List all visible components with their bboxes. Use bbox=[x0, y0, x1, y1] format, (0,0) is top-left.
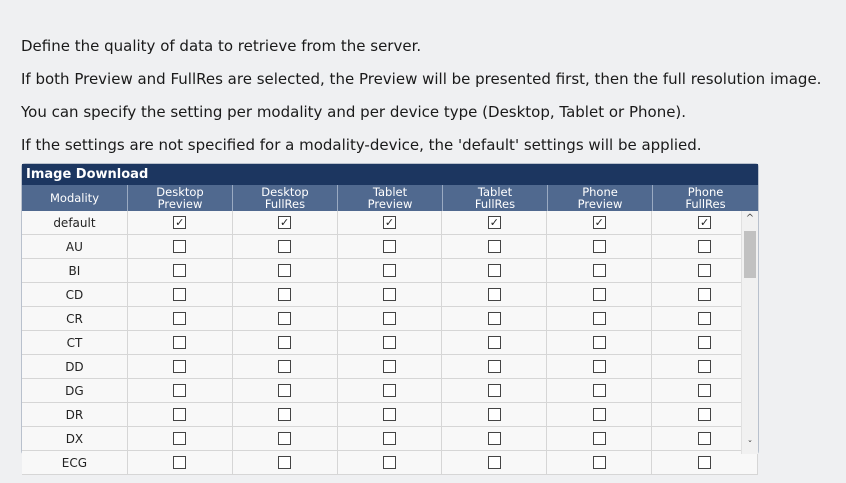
checkbox-cell bbox=[442, 235, 547, 258]
table-row bbox=[22, 355, 758, 379]
checkbox-phone-preview[interactable] bbox=[593, 312, 606, 325]
checkbox-desktop-preview[interactable] bbox=[173, 336, 186, 349]
checkbox-phone-fullres[interactable] bbox=[698, 432, 711, 445]
checkbox-cell bbox=[652, 451, 758, 474]
checkbox-desktop-fullres[interactable] bbox=[278, 264, 291, 277]
column-header-tablet-fullres bbox=[443, 185, 548, 211]
checkbox-tablet-preview[interactable] bbox=[383, 288, 396, 301]
checkbox-tablet-fullres[interactable] bbox=[488, 360, 501, 373]
table-row bbox=[22, 403, 758, 427]
checkbox-tablet-preview[interactable] bbox=[383, 240, 396, 253]
checkbox-tablet-fullres[interactable]: ✓ bbox=[489, 216, 499, 229]
checkbox-cell bbox=[338, 451, 443, 474]
modality-cell: DG bbox=[22, 379, 128, 402]
checkbox-cell bbox=[233, 259, 338, 282]
checkbox-tablet-fullres[interactable] bbox=[488, 264, 501, 277]
checkbox-phone-fullres[interactable]: ✓ bbox=[699, 216, 710, 229]
column-header-sublabel: Preview bbox=[577, 197, 623, 211]
checkbox-phone-preview[interactable] bbox=[593, 336, 606, 349]
column-header-label: Desktop bbox=[156, 185, 204, 199]
checkbox-desktop-fullres[interactable] bbox=[278, 360, 291, 373]
checkbox-phone-preview[interactable] bbox=[593, 408, 606, 421]
checkbox-cell bbox=[442, 379, 547, 402]
table-row bbox=[22, 427, 758, 451]
checkbox-tablet-fullres[interactable] bbox=[488, 312, 501, 325]
column-header-sublabel: FullRes bbox=[685, 197, 726, 211]
checkbox-tablet-preview[interactable] bbox=[383, 408, 396, 421]
checkbox-phone-fullres[interactable] bbox=[698, 384, 711, 397]
chevron-down-icon[interactable]: ˇ bbox=[747, 440, 753, 451]
checkbox-phone-fullres[interactable] bbox=[698, 336, 711, 349]
checkbox-cell bbox=[547, 427, 652, 450]
checkbox-cell bbox=[442, 427, 547, 450]
checkbox-cell bbox=[442, 331, 547, 354]
image-download-panel bbox=[21, 163, 759, 470]
checkbox-cell bbox=[547, 451, 652, 474]
checkbox-cell bbox=[128, 259, 233, 282]
checkbox-tablet-fullres[interactable] bbox=[488, 432, 501, 445]
checkbox-cell bbox=[442, 307, 547, 330]
checkbox-tablet-fullres[interactable] bbox=[488, 288, 501, 301]
modality-cell: DX bbox=[22, 427, 128, 450]
column-header-label: Tablet bbox=[372, 185, 408, 199]
checkbox-cell bbox=[338, 331, 443, 354]
intro-line: Define the quality of data to retrieve from the server. bbox=[21, 37, 422, 55]
checkbox-phone-fullres[interactable] bbox=[698, 360, 711, 373]
table-body bbox=[22, 211, 758, 470]
modality-cell: CT bbox=[22, 331, 128, 354]
modality-cell: CR bbox=[22, 307, 128, 330]
column-header-label: Phone bbox=[687, 185, 724, 199]
column-header-label: Desktop bbox=[261, 185, 309, 199]
table-row bbox=[22, 235, 758, 259]
checkbox-tablet-fullres[interactable] bbox=[488, 456, 501, 469]
panel-title: Image Download bbox=[22, 164, 758, 185]
column-header-label: Phone bbox=[582, 185, 618, 199]
checkbox-cell bbox=[547, 403, 652, 426]
column-header-desktop-fullres bbox=[233, 185, 338, 211]
modality-cell: CD bbox=[22, 283, 128, 306]
checkbox-cell bbox=[233, 211, 338, 234]
intro-line: If both Preview and FullRes are selected, the Preview will be presented first, then the full resolution image. bbox=[21, 70, 822, 88]
checkbox-tablet-preview[interactable] bbox=[383, 432, 396, 445]
column-header-tablet-preview bbox=[338, 185, 443, 211]
modality-cell: BI bbox=[22, 259, 128, 282]
checkbox-cell bbox=[338, 235, 443, 258]
table-row bbox=[22, 283, 758, 307]
checkbox-cell bbox=[233, 451, 338, 474]
column-header-phone-fullres bbox=[653, 185, 758, 211]
column-header-sublabel: FullRes bbox=[264, 197, 306, 211]
column-header-phone-preview bbox=[548, 185, 653, 211]
checkbox-tablet-preview[interactable]: ✓ bbox=[384, 216, 395, 229]
checkbox-tablet-fullres[interactable] bbox=[488, 336, 501, 349]
checkbox-cell bbox=[547, 331, 652, 354]
table-row bbox=[22, 211, 758, 235]
table-header bbox=[22, 185, 758, 211]
checkbox-cell bbox=[442, 403, 547, 426]
column-header-sublabel: FullRes bbox=[474, 197, 516, 211]
checkbox-cell bbox=[128, 451, 233, 474]
checkbox-cell bbox=[338, 307, 443, 330]
modality-cell: default bbox=[22, 211, 128, 234]
checkbox-cell bbox=[233, 379, 338, 402]
checkbox-phone-fullres[interactable] bbox=[698, 240, 711, 253]
checkbox-desktop-fullres[interactable] bbox=[278, 432, 291, 445]
checkbox-cell bbox=[128, 331, 233, 354]
checkbox-cell bbox=[128, 379, 233, 402]
checkbox-cell bbox=[128, 211, 233, 234]
intro-line: If the settings are not specified for a modality-device, the 'default' settings will be applied. bbox=[21, 136, 702, 154]
checkbox-phone-preview[interactable] bbox=[593, 264, 606, 277]
checkbox-tablet-preview[interactable] bbox=[383, 264, 396, 277]
checkbox-tablet-preview[interactable] bbox=[383, 456, 396, 469]
table-row bbox=[22, 331, 758, 355]
checkbox-cell bbox=[338, 403, 443, 426]
column-header-desktop-preview bbox=[128, 185, 233, 211]
checkbox-phone-fullres[interactable] bbox=[698, 408, 711, 421]
checkbox-cell bbox=[128, 307, 233, 330]
checkbox-cell bbox=[547, 307, 652, 330]
checkbox-cell bbox=[547, 355, 652, 378]
checkbox-tablet-fullres[interactable] bbox=[488, 408, 501, 421]
checkbox-desktop-preview[interactable] bbox=[173, 240, 186, 253]
table-row bbox=[22, 379, 758, 403]
checkbox-phone-fullres[interactable] bbox=[698, 288, 711, 301]
checkbox-desktop-preview[interactable] bbox=[173, 384, 186, 397]
checkbox-cell bbox=[547, 283, 652, 306]
checkbox-cell bbox=[442, 259, 547, 282]
checkbox-phone-fullres[interactable] bbox=[698, 456, 711, 469]
table-rows bbox=[22, 211, 758, 475]
checkbox-cell bbox=[233, 427, 338, 450]
checkbox-desktop-preview[interactable] bbox=[173, 456, 186, 469]
checkbox-desktop-preview[interactable] bbox=[173, 432, 186, 445]
checkbox-desktop-fullres[interactable] bbox=[278, 312, 291, 325]
checkbox-phone-fullres[interactable] bbox=[698, 312, 711, 325]
checkbox-cell bbox=[233, 331, 338, 354]
checkbox-cell bbox=[338, 259, 443, 282]
checkbox-cell bbox=[338, 355, 443, 378]
checkbox-phone-preview[interactable]: ✓ bbox=[594, 216, 604, 229]
checkbox-cell bbox=[442, 283, 547, 306]
checkbox-phone-preview[interactable] bbox=[593, 384, 606, 397]
checkbox-phone-preview[interactable] bbox=[593, 360, 606, 373]
checkbox-tablet-preview[interactable] bbox=[383, 312, 396, 325]
checkbox-phone-preview[interactable] bbox=[593, 240, 606, 253]
checkbox-cell bbox=[128, 403, 233, 426]
checkbox-cell bbox=[338, 379, 443, 402]
checkbox-cell bbox=[233, 235, 338, 258]
column-header-label: Tablet bbox=[477, 185, 513, 199]
table-row bbox=[22, 307, 758, 331]
checkbox-cell bbox=[338, 427, 443, 450]
modality-cell: DD bbox=[22, 355, 128, 378]
column-header-sublabel: Preview bbox=[367, 197, 413, 211]
checkbox-cell bbox=[233, 283, 338, 306]
checkbox-cell bbox=[442, 355, 547, 378]
vertical-scrollbar[interactable] bbox=[741, 211, 758, 454]
checkbox-tablet-fullres[interactable] bbox=[488, 240, 501, 253]
scrollbar-thumb[interactable] bbox=[744, 231, 756, 278]
checkbox-cell bbox=[547, 259, 652, 282]
modality-cell: DR bbox=[22, 403, 128, 426]
checkbox-cell bbox=[442, 211, 547, 234]
chevron-up-icon[interactable]: ^ bbox=[745, 213, 755, 224]
checkbox-desktop-fullres[interactable] bbox=[278, 456, 291, 469]
checkbox-desktop-preview[interactable] bbox=[173, 264, 186, 277]
modality-cell: AU bbox=[22, 235, 128, 258]
column-header-sublabel: Preview bbox=[157, 197, 203, 211]
checkbox-desktop-fullres[interactable] bbox=[278, 336, 291, 349]
checkbox-desktop-fullres[interactable] bbox=[278, 240, 291, 253]
checkbox-phone-preview[interactable] bbox=[593, 456, 606, 469]
checkbox-desktop-preview[interactable] bbox=[173, 360, 186, 373]
checkbox-phone-preview[interactable] bbox=[593, 288, 606, 301]
checkbox-desktop-preview[interactable]: ✓ bbox=[175, 216, 185, 229]
column-header-modality bbox=[22, 185, 128, 211]
checkbox-cell bbox=[128, 235, 233, 258]
intro-line: You can specify the setting per modality and per device type (Desktop, Tablet or Phone). bbox=[21, 103, 687, 121]
checkbox-tablet-preview[interactable] bbox=[383, 336, 396, 349]
checkbox-cell bbox=[128, 427, 233, 450]
checkbox-cell bbox=[233, 403, 338, 426]
checkbox-tablet-preview[interactable] bbox=[383, 360, 396, 373]
checkbox-cell bbox=[128, 283, 233, 306]
checkbox-cell bbox=[338, 211, 443, 234]
checkbox-desktop-preview[interactable] bbox=[173, 312, 186, 325]
table-row bbox=[22, 451, 758, 475]
checkbox-tablet-preview[interactable] bbox=[383, 384, 396, 397]
checkbox-desktop-preview[interactable] bbox=[173, 408, 186, 421]
checkbox-desktop-fullres[interactable] bbox=[278, 408, 291, 421]
checkbox-cell bbox=[547, 379, 652, 402]
checkbox-tablet-fullres[interactable] bbox=[488, 384, 501, 397]
checkbox-cell bbox=[233, 307, 338, 330]
checkbox-desktop-preview[interactable] bbox=[173, 288, 186, 301]
checkbox-desktop-fullres[interactable] bbox=[278, 384, 291, 397]
table-row bbox=[22, 259, 758, 283]
checkbox-phone-fullres[interactable] bbox=[698, 264, 711, 277]
checkbox-cell bbox=[547, 235, 652, 258]
checkbox-phone-preview[interactable] bbox=[593, 432, 606, 445]
checkbox-desktop-fullres[interactable] bbox=[278, 288, 291, 301]
checkbox-cell bbox=[128, 355, 233, 378]
checkbox-cell bbox=[547, 211, 652, 234]
intro-text bbox=[21, 30, 821, 162]
checkbox-desktop-fullres[interactable]: ✓ bbox=[280, 216, 290, 229]
checkbox-cell bbox=[442, 451, 547, 474]
modality-cell: ECG bbox=[22, 451, 128, 474]
checkbox-cell bbox=[233, 355, 338, 378]
column-header-label: Modality bbox=[49, 191, 99, 205]
checkbox-cell bbox=[338, 283, 443, 306]
